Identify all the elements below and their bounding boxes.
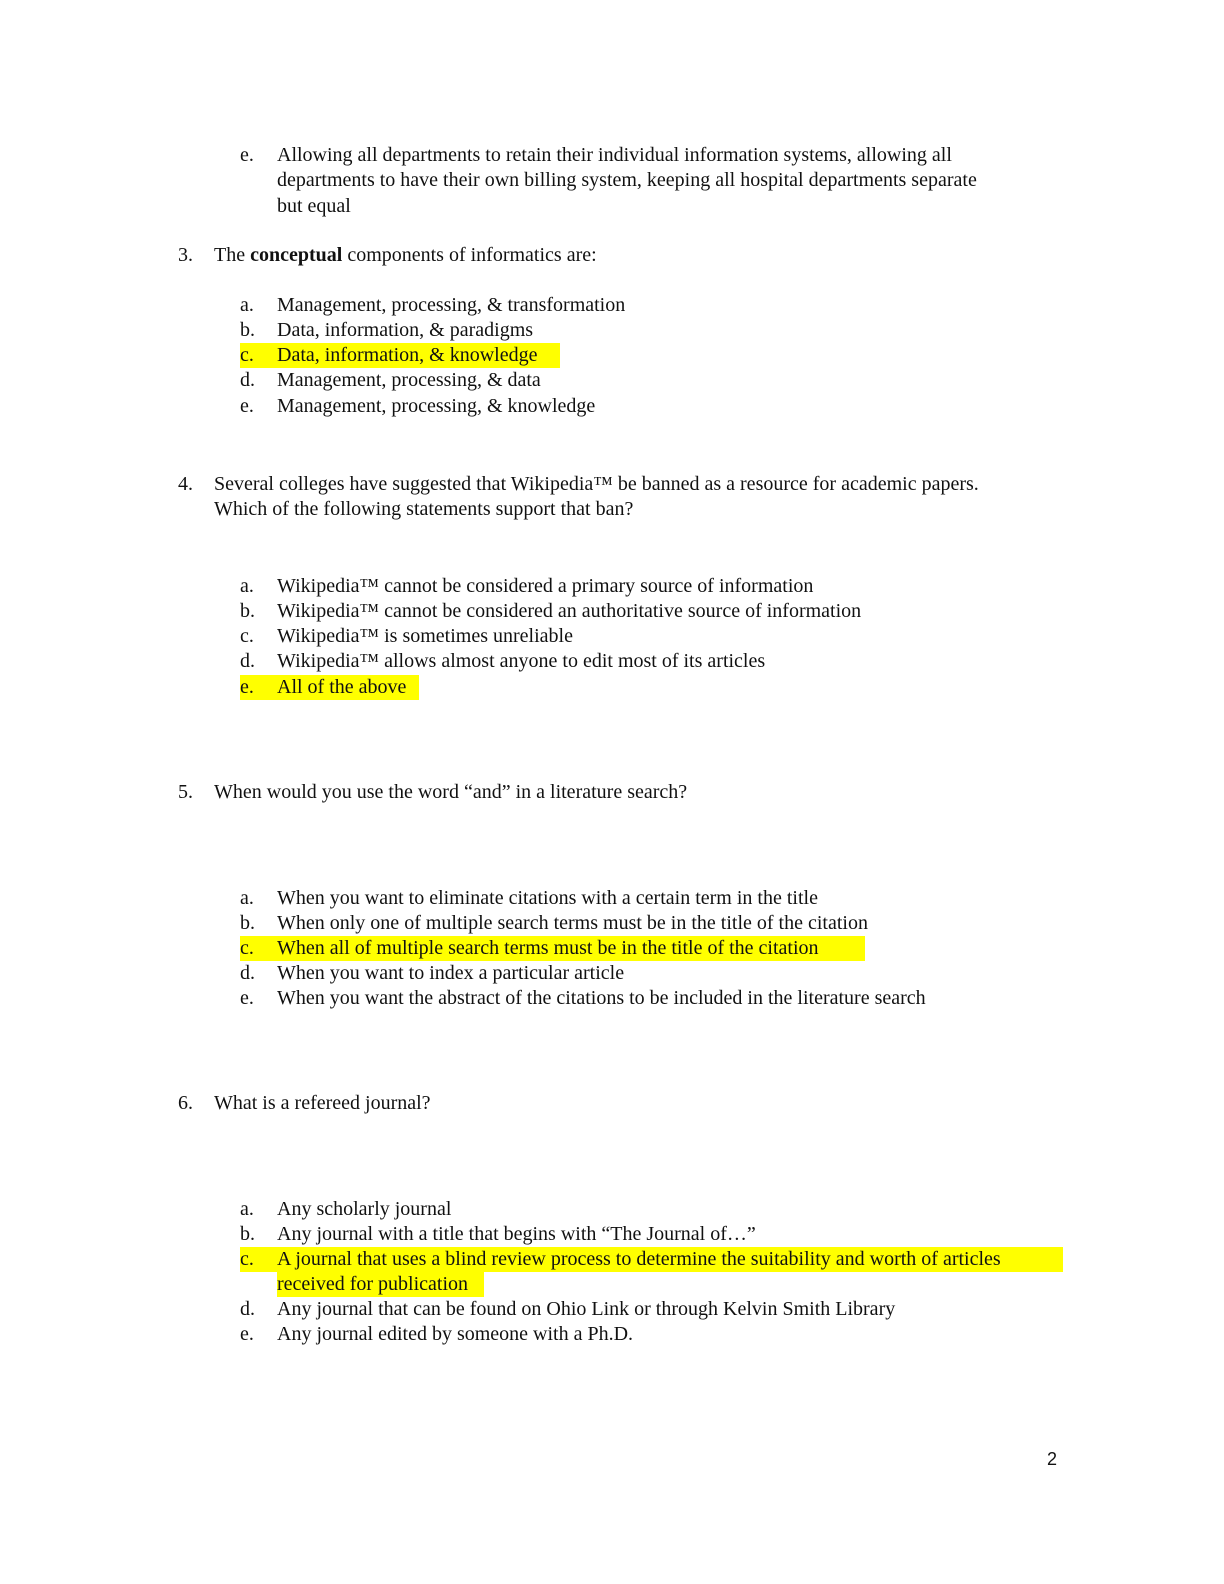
answer-letter: a. bbox=[240, 887, 254, 909]
answer-letter: e. bbox=[240, 987, 254, 1009]
answer-text: Management, processing, & transformation bbox=[277, 294, 626, 316]
answer-letter: a. bbox=[240, 575, 254, 597]
question-text-bold: conceptual bbox=[250, 244, 343, 266]
answer-letter: c. bbox=[240, 625, 254, 647]
answer-text-correct: Data, information, & knowledge bbox=[277, 344, 538, 366]
answer-letter-correct: c. bbox=[240, 937, 254, 959]
answer-letter: e. bbox=[240, 395, 254, 417]
answer-text: Any journal edited by someone with a Ph.D. bbox=[277, 1323, 634, 1345]
answer-text: Any scholarly journal bbox=[277, 1198, 452, 1220]
answer-letter-correct: e. bbox=[240, 676, 254, 698]
answer-text: Wikipedia™ allows almost anyone to edit most of its articles bbox=[277, 650, 766, 672]
answer-text: When you want the abstract of the citations to be included in the literature search bbox=[277, 987, 926, 1009]
answer-text: Wikipedia™ is sometimes unreliable bbox=[277, 625, 573, 647]
question-text-start: The bbox=[214, 244, 251, 266]
answer-letter: b. bbox=[240, 912, 255, 934]
answer-text: Any journal with a title that begins with “The Journal of…” bbox=[277, 1223, 756, 1245]
answer-letter: d. bbox=[240, 650, 255, 672]
answer-text-line: Allowing all departments to retain their individual information systems, allowing all bbox=[277, 144, 952, 166]
answer-text-line: departments to have their own billing system, keeping all hospital departments separate bbox=[277, 169, 977, 191]
answer-letter: e. bbox=[240, 144, 254, 166]
answer-text: When you want to index a particular article bbox=[277, 962, 625, 984]
answer-text: When only one of multiple search terms must be in the title of the citation bbox=[277, 912, 868, 934]
answer-text: Wikipedia™ cannot be considered a primary source of information bbox=[277, 575, 814, 597]
question-number: 3. bbox=[178, 244, 193, 266]
question-text-line: Which of the following statements support that ban? bbox=[214, 498, 634, 520]
answer-letter: a. bbox=[240, 1198, 254, 1220]
question-number: 6. bbox=[178, 1092, 193, 1114]
answer-letter: d. bbox=[240, 962, 255, 984]
answer-text: Any journal that can be found on Ohio Link or through Kelvin Smith Library bbox=[277, 1298, 896, 1320]
question-text-end: components of informatics are: bbox=[342, 244, 597, 266]
answer-text: Data, information, & paradigms bbox=[277, 319, 534, 341]
answer-text: Management, processing, & knowledge bbox=[277, 395, 596, 417]
answer-text-correct-line: received for publication bbox=[277, 1273, 469, 1295]
answer-text-correct: When all of multiple search terms must be in the title of the citation bbox=[277, 937, 819, 959]
answer-text: When you want to eliminate citations with a certain term in the title bbox=[277, 887, 818, 909]
question-text: What is a refereed journal? bbox=[214, 1092, 431, 1114]
answer-text-line: but equal bbox=[277, 195, 351, 217]
answer-letter: b. bbox=[240, 319, 255, 341]
answer-letter: b. bbox=[240, 1223, 255, 1245]
answer-letter-correct: c. bbox=[240, 344, 254, 366]
answer-text: Wikipedia™ cannot be considered an authoritative source of information bbox=[277, 600, 862, 622]
question-number: 5. bbox=[178, 781, 193, 803]
question-text-line: Several colleges have suggested that Wikipedia™ be banned as a resource for academic papers. bbox=[214, 473, 979, 495]
answer-letter-correct: c. bbox=[240, 1248, 254, 1270]
answer-text-correct-line: A journal that uses a blind review process to determine the suitability and worth of articles bbox=[277, 1248, 1001, 1270]
answer-text: Management, processing, & data bbox=[277, 369, 541, 391]
answer-letter: e. bbox=[240, 1323, 254, 1345]
answer-letter: d. bbox=[240, 369, 255, 391]
question-text: When would you use the word “and” in a literature search? bbox=[214, 781, 688, 803]
question-number: 4. bbox=[178, 473, 193, 495]
answer-text-correct: All of the above bbox=[277, 676, 407, 698]
question-text bbox=[214, 243, 597, 268]
answer-letter: d. bbox=[240, 1298, 255, 1320]
page-number: 2 bbox=[1047, 1449, 1058, 1469]
answer-letter: a. bbox=[240, 294, 254, 316]
answer-letter: b. bbox=[240, 600, 255, 622]
